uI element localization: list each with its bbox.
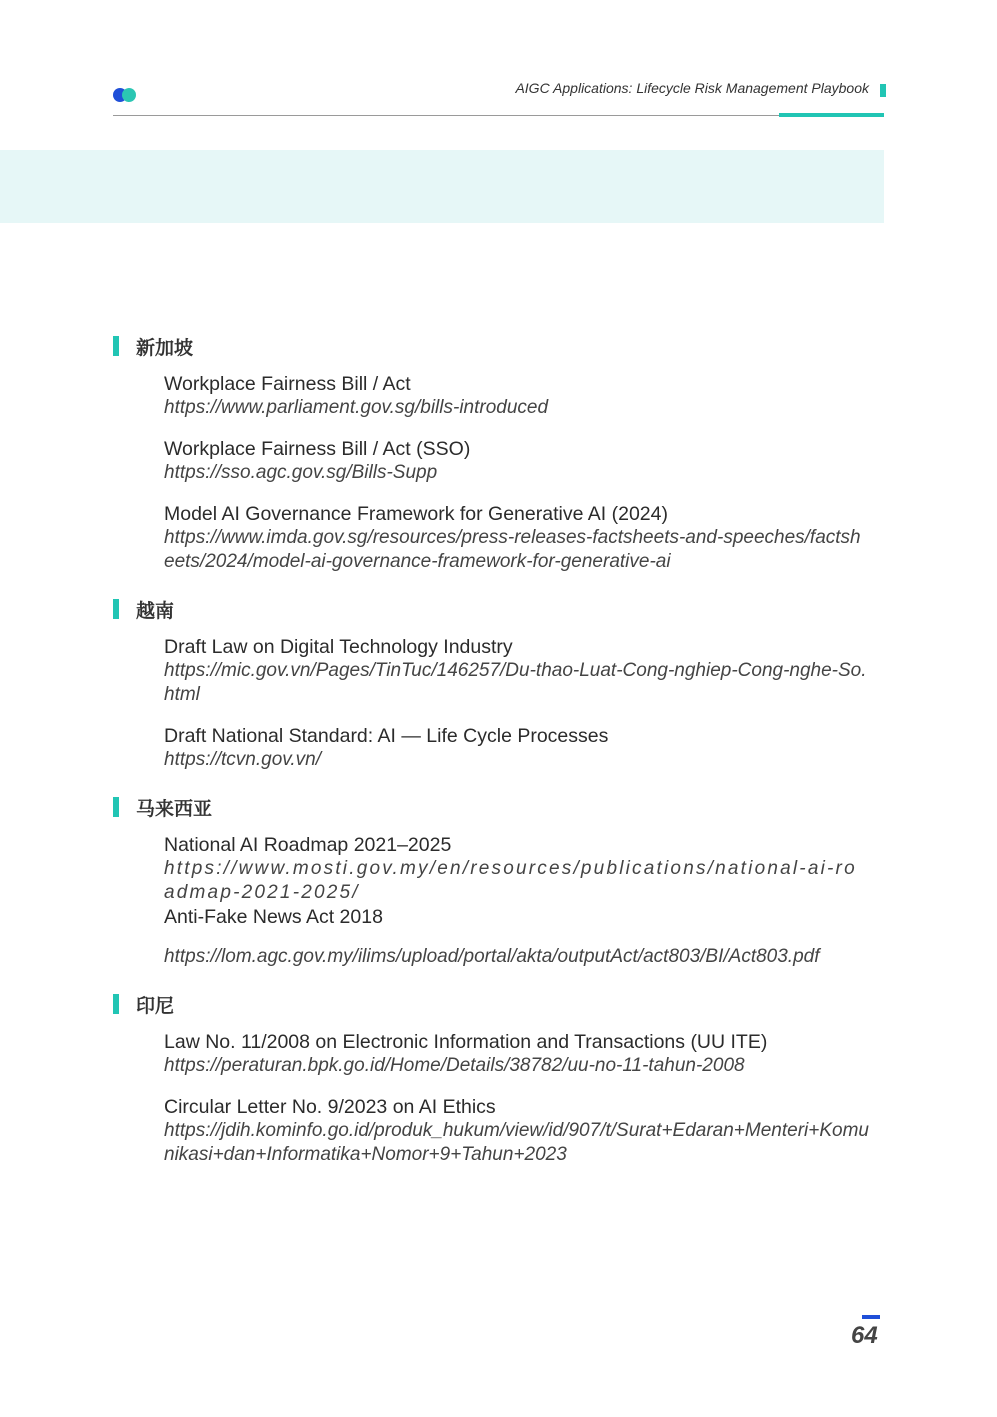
references-list bbox=[113, 328, 883, 1184]
logo-circle-teal bbox=[122, 88, 136, 102]
heading-bar bbox=[113, 599, 119, 619]
reference-title: Workplace Fairness Bill / Act (SSO) bbox=[164, 438, 471, 460]
section-banner bbox=[0, 150, 884, 223]
page-number: 64 bbox=[851, 1322, 878, 1349]
reference-link[interactable]: https://jdih.kominfo.go.id/produk_hukum/view/id/907/t/Surat+Edaran+Menteri+Komunikasi+dan+Informatika+Nomor+9+Tahun+2023 bbox=[164, 1120, 869, 1165]
reference-link[interactable]: https://mic.gov.vn/Pages/TinTuc/146257/Du-thao-Luat-Cong-nghiep-Cong-nghe-So.html bbox=[164, 660, 867, 705]
spacer bbox=[164, 929, 869, 945]
reference-title: Workplace Fairness Bill / Act bbox=[164, 373, 411, 395]
reference-entry bbox=[164, 833, 869, 969]
reference-title: National AI Roadmap 2021–2025 bbox=[164, 834, 452, 856]
header-marker bbox=[880, 84, 886, 97]
header-accent-bar bbox=[779, 113, 884, 117]
reference-entry bbox=[164, 437, 869, 485]
reference-title: Draft Law on Digital Technology Industry bbox=[164, 636, 513, 658]
section-heading-label: 越南 bbox=[136, 600, 175, 622]
reference-entry bbox=[164, 724, 869, 772]
reference-link[interactable]: https://www.mosti.gov.my/en/resources/publications/national-ai-roadmap-2021-2025/ bbox=[164, 858, 857, 903]
section-heading bbox=[113, 328, 883, 364]
section-malaysia bbox=[113, 789, 883, 969]
reference-entry bbox=[164, 372, 869, 420]
reference-title: Law No. 11/2008 on Electronic Information and Transactions (UU ITE) bbox=[164, 1031, 768, 1053]
section-heading-label: 印尼 bbox=[136, 995, 175, 1017]
section-heading bbox=[113, 591, 883, 627]
section-heading bbox=[113, 986, 883, 1022]
header-title: AIGC Applications: Lifecycle Risk Management Playbook bbox=[515, 80, 869, 96]
page-number-marker bbox=[862, 1315, 880, 1319]
header-divider bbox=[113, 115, 884, 116]
section-indonesia bbox=[113, 986, 883, 1167]
reference-entry bbox=[164, 502, 869, 574]
heading-bar bbox=[113, 994, 119, 1014]
section-singapore bbox=[113, 328, 883, 574]
section-heading-label: 新加坡 bbox=[136, 337, 194, 359]
reference-title: Anti-Fake News Act 2018 bbox=[164, 906, 383, 928]
reference-link[interactable]: https://tcvn.gov.vn/ bbox=[164, 749, 322, 770]
reference-title: Circular Letter No. 9/2023 on AI Ethics bbox=[164, 1096, 496, 1118]
logo-icon bbox=[113, 87, 139, 103]
reference-title: Draft National Standard: AI — Life Cycle Processes bbox=[164, 725, 609, 747]
reference-link[interactable]: https://sso.agc.gov.sg/Bills-Supp bbox=[164, 462, 438, 483]
section-heading bbox=[113, 789, 883, 825]
section-heading-label: 马来西亚 bbox=[136, 798, 213, 820]
heading-bar bbox=[113, 336, 119, 356]
section-vietnam bbox=[113, 591, 883, 772]
reference-title: Model AI Governance Framework for Generative AI (2024) bbox=[164, 503, 668, 525]
reference-link[interactable]: https://www.parliament.gov.sg/bills-introduced bbox=[164, 397, 549, 418]
reference-link[interactable]: https://peraturan.bpk.go.id/Home/Details/38782/uu-no-11-tahun-2008 bbox=[164, 1055, 745, 1076]
reference-entry bbox=[164, 1030, 869, 1078]
reference-entry bbox=[164, 635, 869, 707]
heading-bar bbox=[113, 797, 119, 817]
reference-link[interactable]: https://www.imda.gov.sg/resources/press-releases-factsheets-and-speeches/factsheets/2024/model-ai-governance-framework-for-generative-ai bbox=[164, 527, 861, 572]
reference-link[interactable]: https://lom.agc.gov.my/ilims/upload/portal/akta/outputAct/act803/BI/Act803.pdf bbox=[164, 946, 820, 967]
reference-entry bbox=[164, 1095, 869, 1167]
